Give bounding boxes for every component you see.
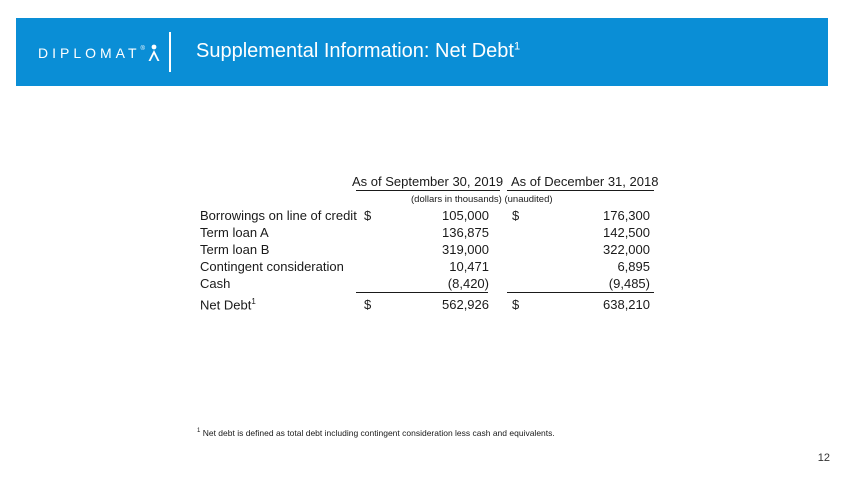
currency-symbol: $ <box>512 297 520 312</box>
table-row <box>200 225 660 242</box>
column-header-sep-2019: As of September 30, 2019 <box>352 174 504 189</box>
value-2019: 10,471 <box>449 259 489 274</box>
total-label: Net Debt$^1$ <box>200 297 256 313</box>
total-value-2019: 562,926 <box>442 297 489 312</box>
value-2018: 142,500 <box>603 225 650 240</box>
value-2018: 176,300 <box>603 208 650 223</box>
value-2019: 319,000 <box>442 242 489 257</box>
row-label: Term loan B <box>200 242 270 257</box>
value-2019: 105,000 <box>442 208 489 223</box>
page-title: Supplemental Information: Net Debt$^1$ <box>196 40 521 62</box>
column-header-underline <box>507 190 654 191</box>
diplomat-figure-icon <box>147 44 161 62</box>
row-label: Term loan A <box>200 225 269 240</box>
value-2019: 136,875 <box>442 225 489 240</box>
currency-symbol: $ <box>364 297 372 312</box>
table-row <box>200 259 660 276</box>
row-label: Contingent consideration <box>200 259 344 274</box>
total-row <box>200 297 660 314</box>
value-2018: 322,000 <box>603 242 650 257</box>
diplomat-logo <box>38 44 161 62</box>
header-divider <box>169 32 171 72</box>
table-row <box>200 276 660 293</box>
subtotal-rule <box>507 292 654 293</box>
table-subheader: (dollars in thousands) (unaudited) <box>411 194 553 205</box>
row-label: Borrowings on line of credit <box>200 208 357 223</box>
table-row <box>200 242 660 259</box>
logo-text: DIPLOMAT <box>38 45 141 61</box>
row-label: Cash <box>200 276 231 291</box>
footnote: $^1$ Net debt is defined as total debt including contingent consideration less cash and equivalents. <box>197 428 555 438</box>
value-2018: (9,485) <box>608 276 650 291</box>
currency-symbol: $ <box>512 208 520 223</box>
page-number: 12 <box>817 452 830 464</box>
value-2019: (8,420) <box>447 276 489 291</box>
subtotal-rule <box>356 292 488 293</box>
header-banner <box>16 18 828 86</box>
column-header-dec-2018: As of December 31, 2018 <box>511 174 659 189</box>
currency-symbol: $ <box>364 208 372 223</box>
column-header-underline <box>356 190 500 191</box>
logo-registered-mark: ® <box>140 46 145 52</box>
table-row <box>200 208 660 225</box>
value-2018: 6,895 <box>617 259 650 274</box>
total-value-2018: 638,210 <box>603 297 650 312</box>
